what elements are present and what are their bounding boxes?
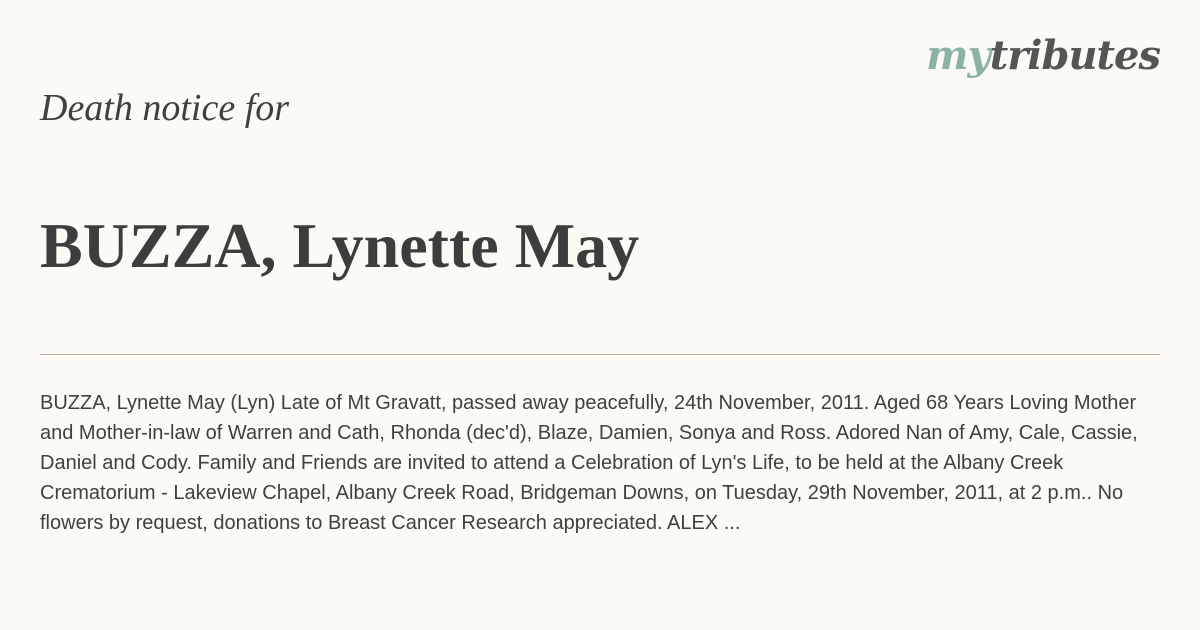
divider xyxy=(40,354,1160,355)
mytributes-logo xyxy=(926,32,1160,79)
logo-my-text: my xyxy=(926,32,990,79)
death-notice-kicker: Death notice for xyxy=(40,87,290,129)
deceased-name: BUZZA, Lynette May xyxy=(40,210,640,281)
notice-text: BUZZA, Lynette May (Lyn) Late of Mt Gravatt, passed away peacefully, 24th November, 2011. Aged 68 Years Loving Mother and Mother-in-law of Warren and Cath, Rhonda (dec'd), Blaze, Damien, Sonya and Ross. Adored Nan of Amy, Cale, Cassie, Daniel and Cody. Family and Friends are invited to attend a Celebration of Lyn's Life, to be held at the Albany Creek Crematorium - Lakeview Chapel, Albany Creek Road, Bridgeman Downs, on Tuesday, 29th November, 2011, at 2 p.m.. No flowers by request, donations to Breast Cancer Research appreciated. ALEX ... xyxy=(40,392,1138,534)
logo-tributes-text: tributes xyxy=(989,32,1160,79)
